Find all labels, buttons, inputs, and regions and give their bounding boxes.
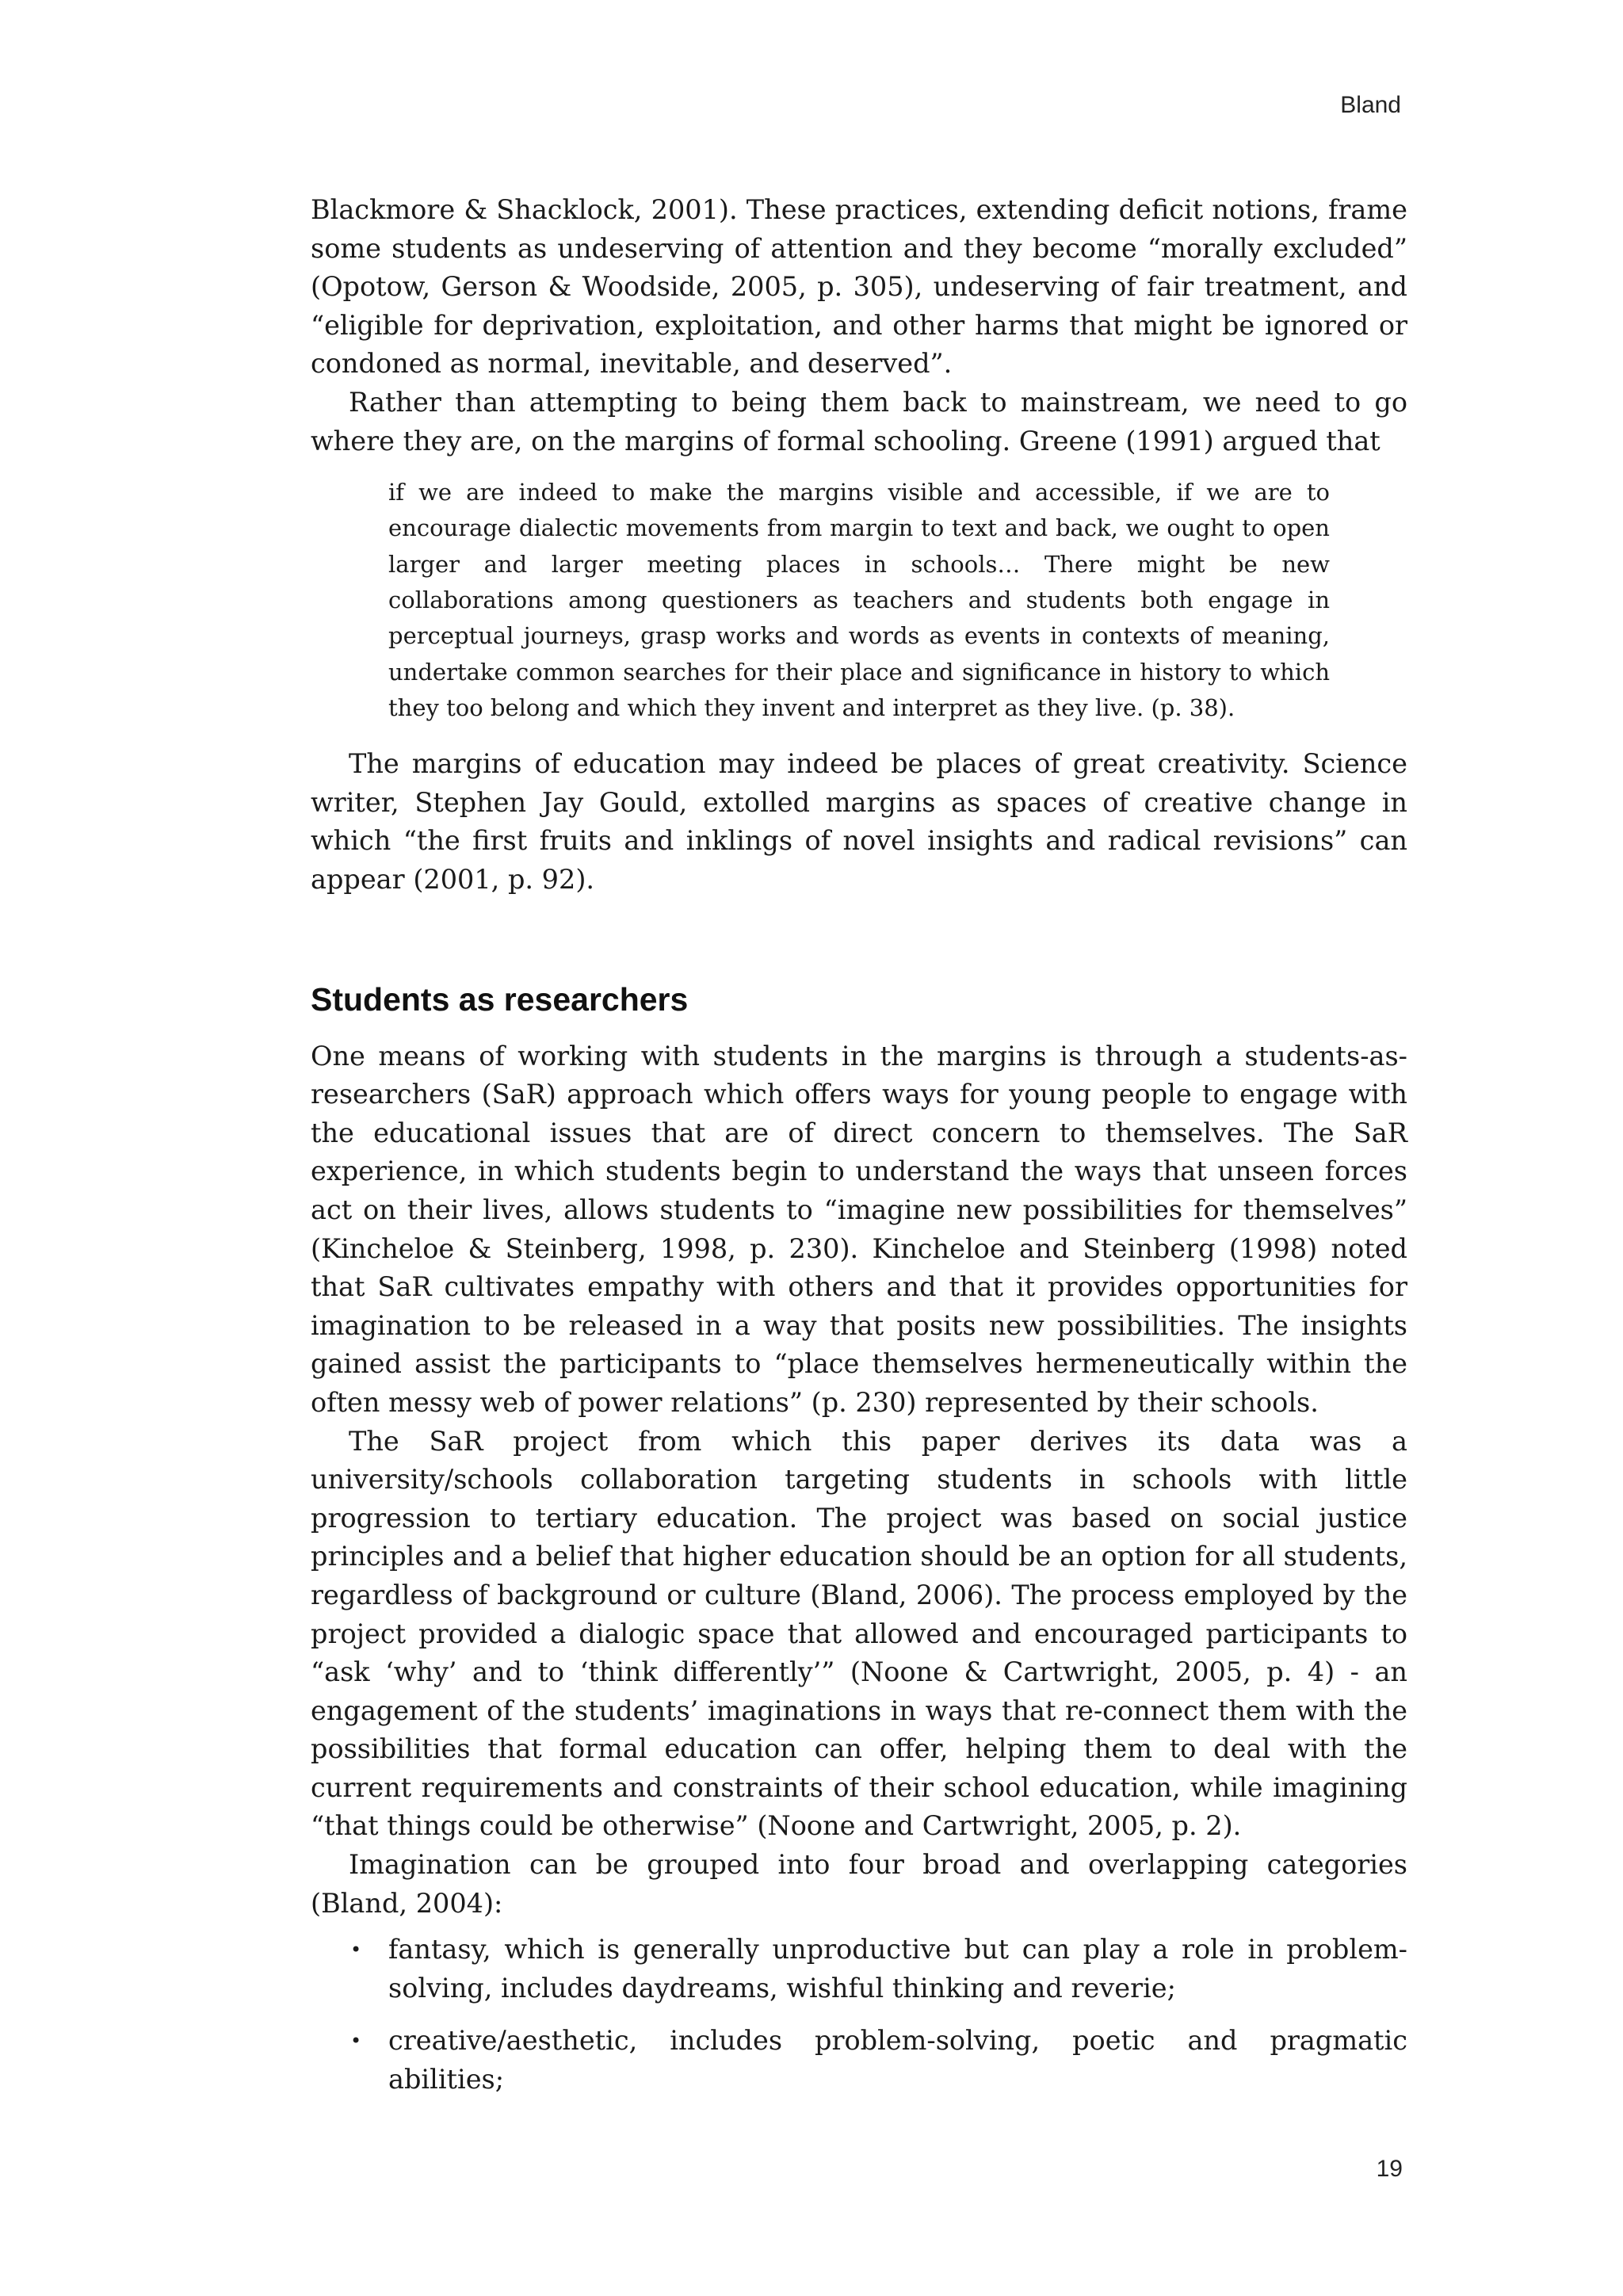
- bullet-icon: •: [350, 1939, 362, 1962]
- running-head: Bland: [1340, 92, 1401, 118]
- imagination-categories-list: [311, 1931, 1407, 2099]
- list-item: [311, 1931, 1407, 2008]
- paragraph-sar-project: The SaR project from which this paper derives its data was a university/schools collaboration targeting students in schools with little progression to tertiary education. The project was based on social justice principles and a belief that higher education should be an option for all students, regardless of background or culture (Bland, 2006). The process employed by the project provided a dialogic space that allowed and encouraged participants to “ask ‘why’ and to ‘think differently’” (Noone & Cartwright, 2005, p. 4) - an engagement of the students’ imaginations in ways that re-connect them with the possibilities that formal education can offer, helping them to deal with the current requirements and constraints of their school education, while imagining “that things could be otherwise” (Noone and Cartwright, 2005, p. 2).: [311, 1425, 1407, 1842]
- paragraph-imagination: Imagination can be grouped into four broad and overlapping categories (Bland, 2004):: [311, 1849, 1407, 1919]
- list-item-text: fantasy, which is generally unproductive but can play a role in problem-solving, includes daydreams, wishful thinking and reverie;: [388, 1934, 1407, 2004]
- paragraph-sar-approach: One means of working with students in the margins is through a students-as-researchers (SaR) approach which offers ways for young people to engage with the educational issues that are of direct concern to themselves. The SaR experience, in which students begin to understand the ways that unseen forces act on their lives, allows students to “imagine new possibilities for themselves” (Kincheloe & Steinberg, 1998, p. 230). Kincheloe and Steinberg (1998) noted that SaR cultivates empathy with others and that it provides opportunities for imagination to be released in a way that posits new possibilities. The insights gained assist the participants to “place themselves hermeneutically within the often messy web of power relations” (p. 230) represented by their schools.: [311, 1040, 1407, 1418]
- page-number: 19: [1376, 2156, 1403, 2182]
- list-item: [311, 2022, 1407, 2099]
- section-heading: Students as researchers: [311, 980, 689, 1018]
- list-item-text: creative/aesthetic, includes problem-solving, poetic and pragmatic abilities;: [388, 2025, 1407, 2095]
- paragraph-margins: Rather than attempting to being them back to mainstream, we need to go where they are, on the margins of formal schooling. Greene (1991) argued that: [311, 386, 1407, 457]
- paragraph-continued: Blackmore & Shacklock, 2001). These practices, extending deficit notions, frame some students as undeserving of attention and they become “morally excluded” (Opotow, Gerson & Woodside, 2005, p. 305), undeserving of fair treatment, and “eligible for deprivation, exploitation, and other harms that might be ignored or condoned as normal, inevitable, and deserved”.: [311, 194, 1407, 380]
- bullet-icon: •: [350, 2030, 362, 2053]
- block-quote-greene: if we are indeed to make the margins visible and accessible, if we are to encourage dialectic movements from margin to text and back, we ought to open larger and larger meeting places in schools… There might be new collaborations among questioners as teachers and students both engage in perceptual journeys, grasp works and words as events in contexts of meaning, undertake common searches for their place and significance in history to which they too belong and which they invent and interpret as they live. (p. 38).: [388, 479, 1330, 721]
- paragraph-creativity: The margins of education may indeed be places of great creativity. Science writer, Stephen Jay Gould, extolled margins as spaces of creative change in which “the first fruits and inklings of novel insights and radical revisions” can appear (2001, p. 92).: [311, 748, 1407, 896]
- page-body: [311, 191, 1407, 2114]
